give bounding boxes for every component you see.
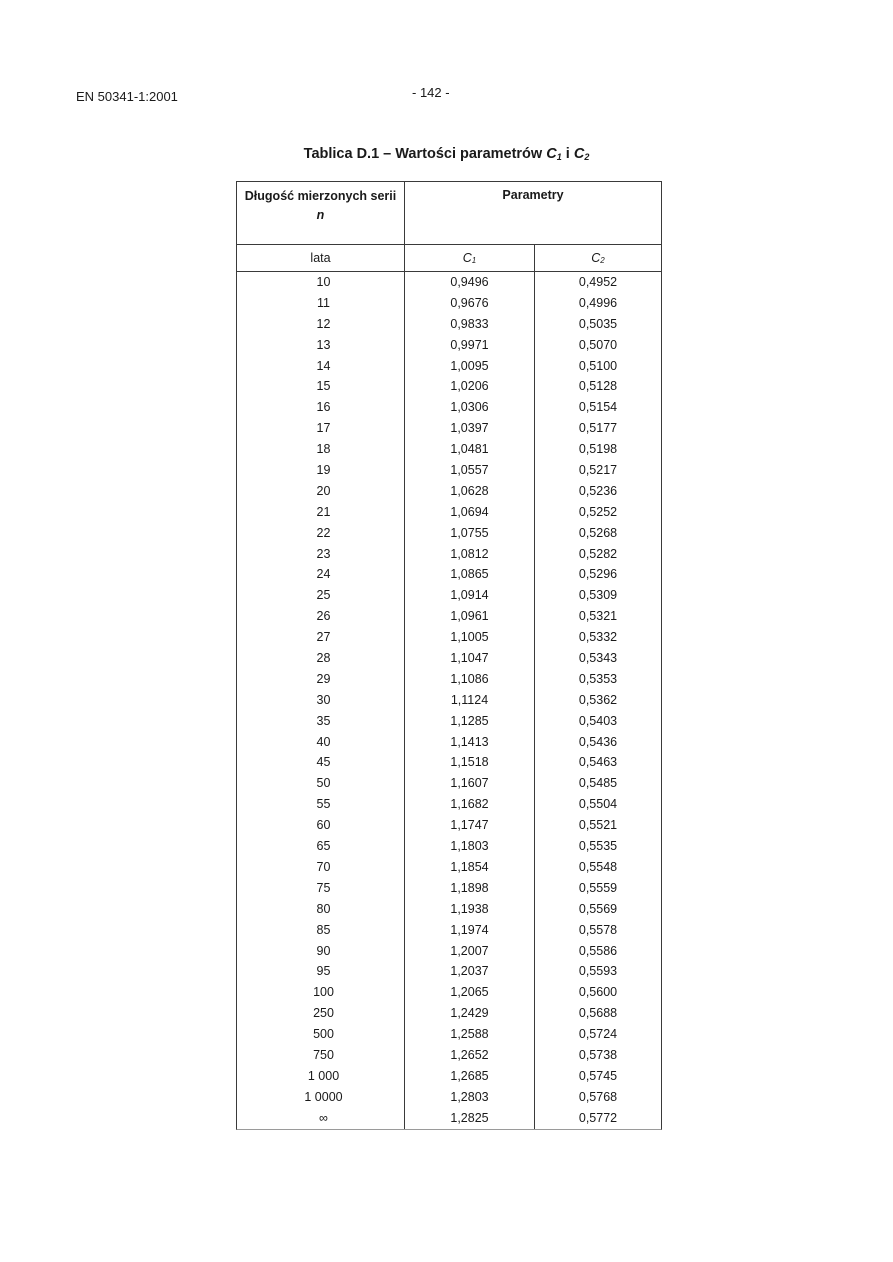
cell-length: 750	[237, 1045, 405, 1066]
cell-c2: 0,5403	[578, 713, 618, 728]
header-parameters: Parametry	[502, 188, 564, 202]
subheader-c2: $C_2$	[591, 251, 605, 265]
cell-c1: 1,0397	[405, 418, 535, 439]
cell-length: 20	[237, 481, 405, 502]
table-row	[237, 1066, 661, 1087]
cell-c1: 1,1518	[405, 752, 535, 773]
cell-c2: 0,5154	[578, 400, 618, 415]
cell-c1: 1,2037	[405, 961, 535, 982]
caption-conjunction: i	[561, 146, 574, 162]
cell-c2: 0,5332	[578, 630, 618, 645]
cell-length: 21	[237, 502, 405, 523]
table-row	[237, 711, 661, 732]
caption-prefix: Tablica D.1 – Wartości parametrów	[303, 146, 547, 162]
cell-c2: 0,5535	[578, 839, 618, 854]
cell-c1: 1,1005	[405, 627, 535, 648]
table-row	[237, 961, 661, 982]
page-number: - 142 -	[412, 85, 450, 100]
cell-c1: 1,0481	[405, 439, 535, 460]
cell-c2: 0,5268	[578, 525, 618, 540]
table-row	[237, 272, 661, 293]
cell-length: 30	[237, 690, 405, 711]
cell-c1: 1,1413	[405, 732, 535, 753]
cell-length: 12	[237, 314, 405, 335]
cell-c2: 0,4996	[578, 295, 618, 310]
cell-c1: 1,2588	[405, 1024, 535, 1045]
table-row	[237, 439, 661, 460]
table-row	[237, 878, 661, 899]
unit-label: lata	[237, 245, 405, 274]
cell-c1: 1,0812	[405, 544, 535, 565]
table-row	[237, 397, 661, 418]
table-row	[237, 941, 661, 962]
cell-c1: 1,0755	[405, 523, 535, 544]
cell-c1: 1,1682	[405, 794, 535, 815]
cell-length: 60	[237, 815, 405, 836]
cell-length: 90	[237, 941, 405, 962]
cell-length: 1 0000	[237, 1087, 405, 1108]
cell-c1: 1,2652	[405, 1045, 535, 1066]
cell-c2: 0,5035	[578, 316, 618, 331]
table-row	[237, 920, 661, 941]
caption-symbol-c1: $C_1$	[546, 146, 562, 162]
table-row	[237, 418, 661, 439]
cell-length: 14	[237, 356, 405, 377]
cell-c1: 1,1747	[405, 815, 535, 836]
cell-c2: 0,5586	[578, 943, 618, 958]
cell-c2: 0,5485	[578, 776, 618, 791]
cell-c2: 0,5070	[578, 337, 618, 352]
cell-length: 24	[237, 564, 405, 585]
cell-c1: 1,2685	[405, 1066, 535, 1087]
cell-length: 18	[237, 439, 405, 460]
cell-length: 40	[237, 732, 405, 753]
table-row	[237, 460, 661, 481]
table-row	[237, 523, 661, 544]
cell-c2: 0,5559	[578, 880, 618, 895]
cell-c2: 0,5593	[578, 964, 618, 979]
table-header	[237, 182, 661, 245]
table-row	[237, 773, 661, 794]
cell-length: 28	[237, 648, 405, 669]
cell-c2: 0,5738	[578, 1047, 618, 1062]
cell-length: 11	[237, 293, 405, 314]
table-row	[237, 502, 661, 523]
table-row	[237, 857, 661, 878]
cell-length: 250	[237, 1003, 405, 1024]
table-row	[237, 544, 661, 565]
cell-c2: 0,5362	[578, 692, 618, 707]
cell-c2: 0,5548	[578, 859, 618, 874]
cell-c1: 1,1607	[405, 773, 535, 794]
cell-c1: 1,2825	[405, 1108, 535, 1129]
cell-c1: 1,0557	[405, 460, 535, 481]
header-length-cell	[237, 182, 405, 244]
table-row	[237, 627, 661, 648]
cell-length: 16	[237, 397, 405, 418]
cell-length: 10	[237, 272, 405, 293]
table-row	[237, 794, 661, 815]
cell-c1: 1,1285	[405, 711, 535, 732]
cell-c2: 0,5217	[578, 463, 618, 478]
cell-length: 29	[237, 669, 405, 690]
cell-length: 80	[237, 899, 405, 920]
cell-c2: 0,5724	[578, 1027, 618, 1042]
cell-length: 22	[237, 523, 405, 544]
cell-c1: 1,0694	[405, 502, 535, 523]
cell-c1: 1,0914	[405, 585, 535, 606]
cell-length: 65	[237, 836, 405, 857]
cell-c1: 1,1086	[405, 669, 535, 690]
cell-c2: 0,5569	[578, 901, 618, 916]
cell-length: 55	[237, 794, 405, 815]
cell-c2: 0,4952	[578, 275, 618, 289]
table-row	[237, 1003, 661, 1024]
cell-c2: 0,5236	[578, 483, 618, 498]
cell-c2: 0,5100	[578, 358, 618, 373]
cell-c1: 1,2803	[405, 1087, 535, 1108]
cell-c1: 1,2007	[405, 941, 535, 962]
cell-c2: 0,5521	[578, 818, 618, 833]
cell-length: 45	[237, 752, 405, 773]
cell-c2: 0,5177	[578, 421, 618, 436]
table-row	[237, 1108, 661, 1129]
table-row	[237, 732, 661, 753]
cell-length: 26	[237, 606, 405, 627]
table-row	[237, 1024, 661, 1045]
cell-c2: 0,5198	[578, 442, 618, 457]
table-row	[237, 836, 661, 857]
cell-c1: 1,0206	[405, 376, 535, 397]
table-row	[237, 1087, 661, 1108]
cell-c2: 0,5282	[578, 546, 618, 561]
cell-c2: 0,5745	[578, 1068, 618, 1083]
cell-c2: 0,5296	[578, 567, 618, 582]
table-row	[237, 585, 661, 606]
cell-c1: 1,0095	[405, 356, 535, 377]
table-caption	[0, 146, 893, 162]
cell-length: 23	[237, 544, 405, 565]
cell-c1: 1,2065	[405, 982, 535, 1003]
table-row	[237, 648, 661, 669]
cell-c1: 1,0961	[405, 606, 535, 627]
cell-c1: 0,9496	[405, 272, 535, 293]
cell-length: 17	[237, 418, 405, 439]
cell-c2: 0,5578	[578, 922, 618, 937]
table-row	[237, 606, 661, 627]
cell-length: 70	[237, 857, 405, 878]
subheader-c1: $C_1$	[405, 245, 535, 274]
cell-c1: 0,9676	[405, 293, 535, 314]
table-row	[237, 293, 661, 314]
cell-length: 50	[237, 773, 405, 794]
cell-c1: 0,9971	[405, 335, 535, 356]
cell-c2: 0,5353	[578, 671, 618, 686]
cell-c1: 1,1938	[405, 899, 535, 920]
cell-length: 100	[237, 982, 405, 1003]
table-row	[237, 815, 661, 836]
table-row	[237, 669, 661, 690]
cell-length: 27	[237, 627, 405, 648]
cell-c2: 0,5343	[578, 651, 618, 666]
table-subheader	[237, 245, 661, 272]
cell-c1: 1,1803	[405, 836, 535, 857]
cell-length: 25	[237, 585, 405, 606]
cell-length: 95	[237, 961, 405, 982]
cell-c1: 1,1898	[405, 878, 535, 899]
table-row	[237, 376, 661, 397]
cell-c2: 0,5772	[578, 1110, 618, 1125]
header-length-label: Długość mierzonych serii	[244, 189, 397, 203]
cell-length: 35	[237, 711, 405, 732]
cell-c1: 1,1124	[405, 690, 535, 711]
cell-length: 75	[237, 878, 405, 899]
table-row	[237, 481, 661, 502]
cell-c2: 0,5463	[578, 755, 618, 770]
table-body	[237, 272, 661, 1129]
cell-c2: 0,5688	[578, 1006, 618, 1021]
cell-length: 1 000	[237, 1066, 405, 1087]
cell-c1: 1,2429	[405, 1003, 535, 1024]
header-length-symbol: n	[316, 208, 325, 222]
cell-c1: 1,0306	[405, 397, 535, 418]
table-row	[237, 356, 661, 377]
table-row	[237, 982, 661, 1003]
cell-c2: 0,5504	[578, 797, 618, 812]
table-row	[237, 899, 661, 920]
cell-c2: 0,5309	[578, 588, 618, 603]
cell-c2: 0,5321	[578, 609, 618, 624]
cell-length: ∞	[237, 1108, 405, 1129]
cell-c1: 1,1854	[405, 857, 535, 878]
cell-c1: 1,1047	[405, 648, 535, 669]
cell-c1: 1,0865	[405, 564, 535, 585]
caption-symbol-c2: $C_2$	[573, 146, 590, 162]
document-id: EN 50341-1:2001	[76, 89, 178, 104]
cell-c2: 0,5600	[578, 985, 618, 1000]
table-row	[237, 752, 661, 773]
table-row	[237, 335, 661, 356]
cell-length: 19	[237, 460, 405, 481]
table-row	[237, 690, 661, 711]
cell-c1: 1,1974	[405, 920, 535, 941]
table-row	[237, 314, 661, 335]
cell-length: 13	[237, 335, 405, 356]
cell-c2: 0,5436	[578, 734, 618, 749]
cell-length: 15	[237, 376, 405, 397]
parameters-table	[236, 181, 662, 1130]
cell-length: 500	[237, 1024, 405, 1045]
cell-length: 85	[237, 920, 405, 941]
table-row	[237, 564, 661, 585]
cell-c2: 0,5768	[578, 1089, 618, 1104]
cell-c2: 0,5252	[578, 504, 618, 519]
cell-c2: 0,5128	[578, 379, 618, 394]
table-row	[237, 1045, 661, 1066]
cell-c1: 1,0628	[405, 481, 535, 502]
cell-c1: 0,9833	[405, 314, 535, 335]
